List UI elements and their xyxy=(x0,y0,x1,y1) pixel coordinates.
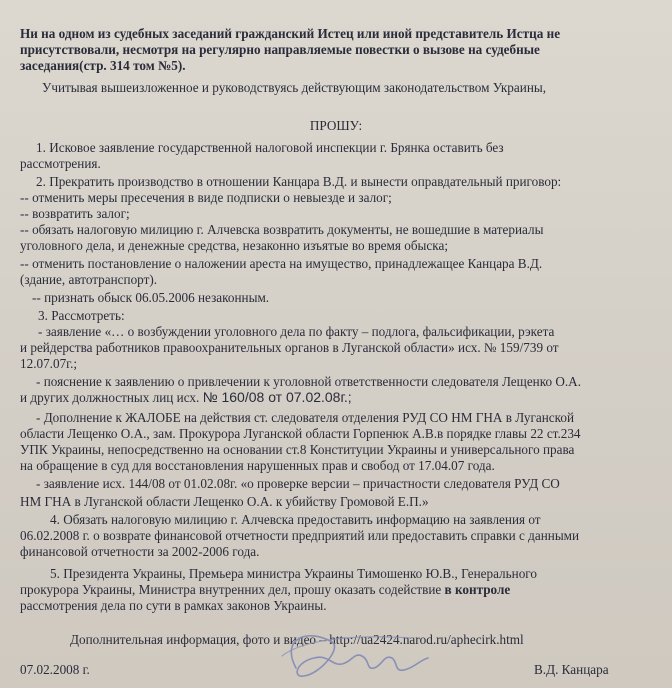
item-4-line-3: финансовой отчетности за 2002-2006 года. xyxy=(20,544,260,559)
handwritten-signature xyxy=(262,608,452,688)
item-3-line-8: УПК Украины, непосредственно на основании ст.8 Конституции Украины и универсального права xyxy=(20,442,575,457)
document-date: 07.02.2008 г. xyxy=(20,662,90,677)
intro-bold-line-3: заседания(стр. 314 том №5). xyxy=(20,58,186,73)
item-3-line-9: на обращение в суд для восстановления нарушенных прав и свобод от 17.04.07 года. xyxy=(20,458,495,473)
item-3-line-11: НМ ГНА в Луганской области Лещенко О.А. к убийству Громовой Е.П.» xyxy=(20,494,429,509)
item-1-line-1: 1. Исковое заявление государственной налоговой инспекции г. Брянка оставить без xyxy=(36,140,504,155)
item-5-line-2-text: прокурора Украины, Министра внутренних дел, прошу оказать содействие xyxy=(20,582,445,597)
item-2-line-7: -- признать обыск 06.05.2006 незаконным. xyxy=(32,290,270,305)
item-2-line-6: (здание, автотранспорт). xyxy=(20,272,158,287)
item-3-line-5 xyxy=(20,390,352,406)
item-3-line-4: - пояснение к заявлению о привлечении к уголовной ответственности следователя Лещенко О.А. xyxy=(36,374,581,389)
item-3-line-6: - Дополнение к ЖАЛОБЕ на действия ст. следователя отделения РУД СО НМ ГНА в Луганской xyxy=(36,410,575,425)
item-3-title: 3. Рассмотреть: xyxy=(38,308,125,323)
item-2-line-1: -- отменить меры пресечения в виде подписки о невыезде и залог; xyxy=(20,190,392,205)
item-2-line-4: уголовного дела, и денежные средства, незаконно изъятые во время обыска; xyxy=(20,238,448,253)
item-3-line-7: области Лещенко О.А., зам. Прокурора Луганской области Горпенюк А.В.в порядке главы 22 ст.234 xyxy=(20,426,581,441)
signature-stroke-main xyxy=(291,636,428,676)
item-4-line-1: 4. Обязать налоговую милицию г. Алчевска предоставить информацию на заявления от xyxy=(50,512,541,527)
item-3-line-10: - заявление исх. 144/08 от 01.02.08г. «о проверке версии – причастности следователя РУД СО xyxy=(36,476,560,491)
item-3-line-1: - заявление «… о возбуждении уголовного дела по факту – подлога, фальсификации, рэкета xyxy=(38,324,555,339)
item-2-line-5: -- отменить постановление о наложении ареста на имущество, принадлежащее Канцара В.Д. xyxy=(20,256,543,271)
signature-stroke-flourish xyxy=(282,637,412,656)
item-3-line-2: и рейдерства работников правоохранительных органов в Луганской области» исх. № 159/739 от xyxy=(20,340,559,355)
item-1-line-2: рассмотрения. xyxy=(20,156,101,171)
item-3-line-5-text: и других должностных лиц исх. xyxy=(20,390,203,405)
item-5-line-3: рассмотрения дела по сути в рамках законов Украины. xyxy=(20,598,327,613)
signer-name: В.Д. Канцара xyxy=(534,662,609,677)
item-5-line-2 xyxy=(20,582,510,598)
request-heading: ПРОШУ: xyxy=(309,118,363,133)
additional-info-line: Дополнительная информация, фото и видео – http://ua2424.narod.ru/aphecirk.html xyxy=(70,632,524,647)
intro-bold-line-2: присутствовали, несмотря на регулярно направляемые повестки о вызове на судебные xyxy=(20,42,540,57)
intro-legal-basis: Учитывая вышеизложенное и руководствуясь действующим законодательством Украины, xyxy=(42,80,547,95)
item-2-line-2: -- возвратить залог; xyxy=(20,206,130,221)
item-5-line-1: 5. Президента Украины, Премьера министра Украины Тимошенко Ю.В., Генерального xyxy=(50,566,537,581)
item-2-title: 2. Прекратить производство в отношении Канцара В.Д. и вынести оправдательный приговор: xyxy=(36,174,562,189)
item-5-line-2-emphasis: в контроле xyxy=(444,582,511,597)
item-2-line-3: -- обязать налоговую милицию г. Алчевска возвратить документы, не вошедшие в материалы xyxy=(20,222,544,237)
item-3-line-3: 12.07.07г.; xyxy=(20,356,78,371)
item-4-line-2: 06.02.2008 г. о возврате финансовой отчетности предприятий или предоставить справки с данными xyxy=(20,528,580,543)
item-3-line-5-number: № 160/08 от 07.02.08г.; xyxy=(202,389,352,405)
intro-bold-line-1: Ни на одном из судебных заседаний гражданский Истец или иной представитель Истца не xyxy=(20,26,561,41)
